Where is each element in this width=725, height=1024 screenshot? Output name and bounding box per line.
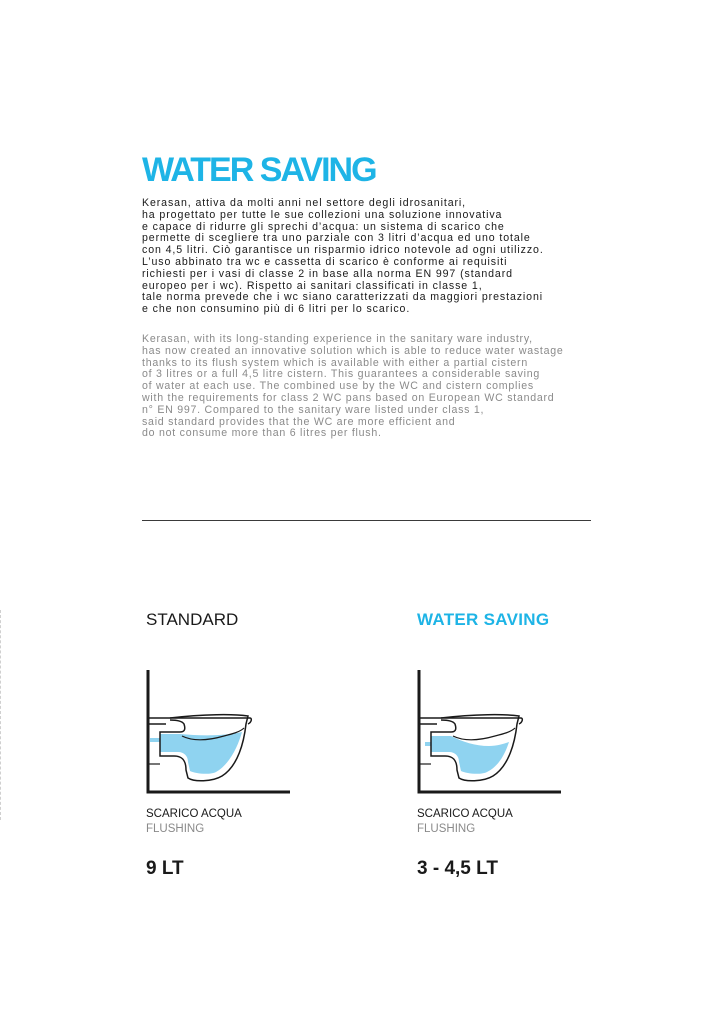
italian-line: e capace di ridurre gli sprechi d’acqua: un sistema di scarico che — [142, 220, 505, 233]
water-saving-column — [417, 608, 617, 879]
english-line: Kerasan, with its long-standing experience in the sanitary ware industry, — [142, 333, 533, 345]
wc-full-water-icon — [144, 666, 294, 796]
english-line: of water at each use. The combined use by the WC and cistern complies — [142, 380, 534, 393]
standard-label-it: SCARICO ACQUA — [146, 808, 242, 820]
english-line: said standard provides that the WC are more efficient and — [142, 415, 456, 428]
english-line: of 3 litres or a full 4,5 litre cistern. This guarantees a considerable saving — [142, 368, 541, 381]
english-line: has now created an innovative solution which is able to reduce water wastage — [142, 344, 564, 357]
page-title: WATER SAVING — [142, 151, 376, 189]
standard-title: STANDARD — [146, 610, 239, 629]
italian-line: L’uso abbinato tra wc e cassetta di scarico è conforme ai requisiti — [142, 255, 508, 268]
italian-line: Kerasan, attiva da molti anni nel settore degli idrosanitari, — [142, 197, 467, 209]
standard-volume: 9 LT — [146, 858, 184, 879]
english-line: n° EN 997. Compared to the sanitary ware listed under class 1, — [142, 403, 485, 416]
water-saving-label-en: FLUSHING — [417, 823, 476, 835]
italian-line: e che non consumino più di 6 litri per lo scarico. — [142, 303, 411, 316]
italian-line: permette di scegliere tra uno parziale con 3 litri d’acqua ed uno totale — [142, 232, 531, 245]
page-edge-mark — [0, 610, 2, 820]
english-line: thanks to its flush system which is available with either a partial cistern — [142, 356, 528, 369]
water-saving-title: WATER SAVING — [417, 610, 550, 629]
english-line: do not consume more than 6 litres per flush. — [142, 427, 382, 440]
section-divider — [142, 520, 591, 521]
water-saving-volume: 3 - 4,5 LT — [417, 858, 498, 879]
water-saving-label-it: SCARICO ACQUA — [417, 808, 513, 820]
standard-column — [146, 608, 346, 879]
wc-reduced-water-icon — [415, 666, 565, 796]
italian-line: richiesti per i vasi di classe 2 in base alla norma EN 997 (standard — [142, 267, 513, 280]
italian-line: europeo per i wc). Rispetto ai sanitari classificati in classe 1, — [142, 279, 483, 292]
italian-line: con 4,5 litri. Ciò garantisce un risparmio idrico notevole ad ogni utilizzo. — [142, 244, 544, 257]
english-line: with the requirements for class 2 WC pans based on European WC standard — [142, 391, 555, 404]
standard-label-en: FLUSHING — [146, 823, 205, 835]
italian-line: ha progettato per tutte le sue collezioni una soluzione innovativa — [142, 208, 503, 221]
italian-description — [142, 198, 612, 316]
english-description — [142, 334, 612, 440]
italian-line: tale norma prevede che i wc siano caratterizzati da maggiori prestazioni — [142, 291, 544, 304]
